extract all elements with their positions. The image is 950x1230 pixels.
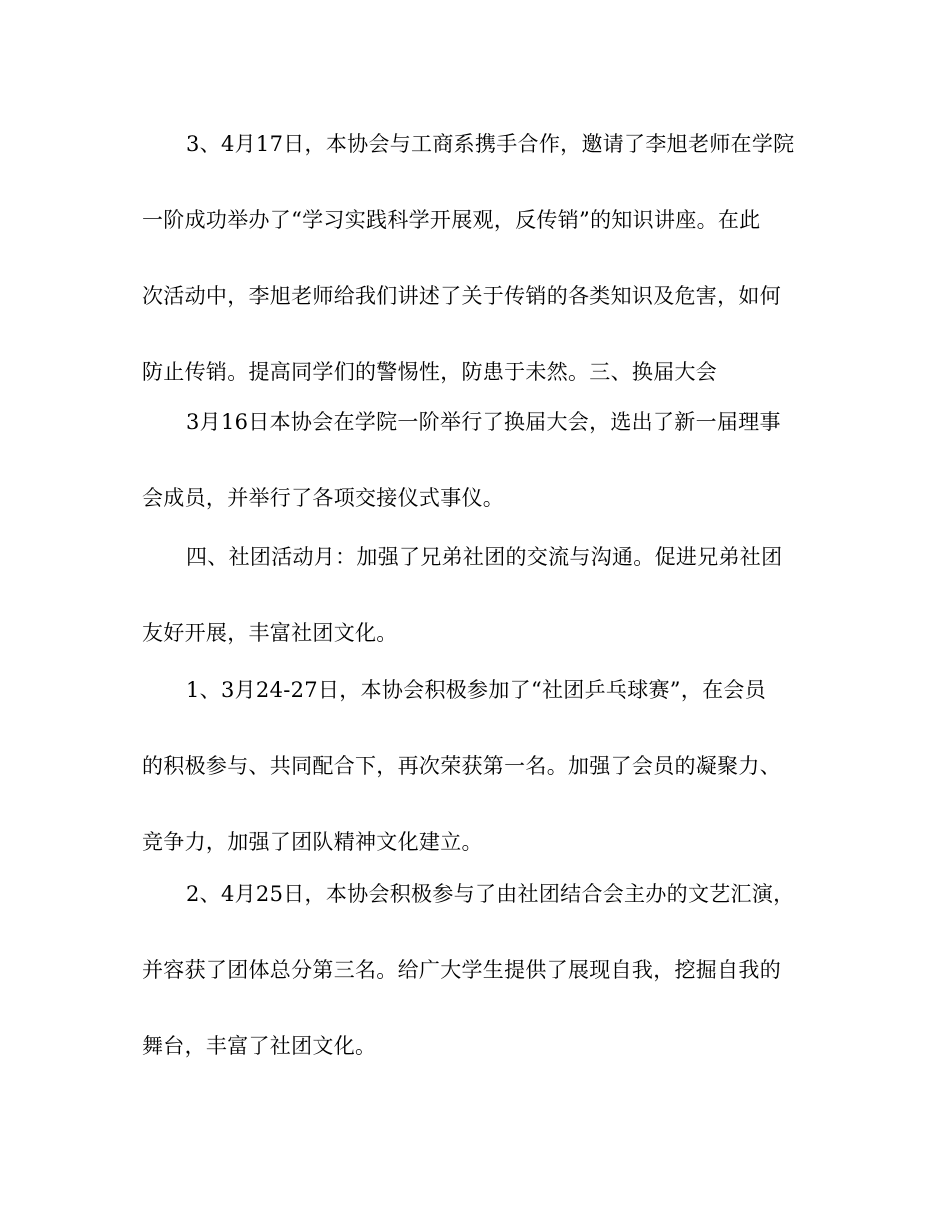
text-line: 友好开展，丰富社团文化。: [142, 621, 398, 645]
text-line: 舞台，丰富了社团文化。: [142, 1034, 377, 1058]
paragraph-performance: [142, 856, 812, 1084]
paragraph-activity-month: [142, 519, 812, 671]
text-line: 3月16日本协会在学院一阶举行了换届大会，选出了新一届理事: [186, 410, 781, 434]
paragraph-lecture: [142, 106, 812, 410]
text-line: 3、4月17日，本协会与工商系携手合作，邀请了李旭老师在学院: [186, 132, 795, 156]
text-line: 四、社团活动月：加强了兄弟社团的交流与沟通。促进兄弟社团: [186, 545, 783, 569]
paragraph-pingpong: [142, 652, 812, 880]
text-line: 会成员，并举行了各项交接仪式事仪。: [142, 486, 505, 510]
text-line: 次活动中，李旭老师给我们讲述了关于传销的各类知识及危害，如何: [142, 284, 781, 308]
paragraph-election: [142, 384, 812, 536]
text-line: 竞争力，加强了团队精神文化建立。: [142, 830, 483, 854]
text-line: 防止传销。提高同学们的警惕性，防患于未然。三、换届大会: [142, 360, 718, 384]
text-line: 并容获了团体总分第三名。给广大学生提供了展现自我，挖掘自我的: [142, 958, 781, 982]
text-line: 的积极参与、共同配合下，再次荣获第一名。加强了会员的凝聚力、: [142, 754, 781, 778]
text-line: 2、4月25日，本协会积极参与了由社团结合会主办的文艺汇演，: [186, 882, 795, 906]
text-line: 一阶成功举办了“学习实践科学开展观，反传销”的知识讲座。在此: [142, 208, 761, 232]
text-line: 1、3月24-27日，本协会积极参加了“社团乒乓球赛”，在会员: [186, 678, 767, 702]
